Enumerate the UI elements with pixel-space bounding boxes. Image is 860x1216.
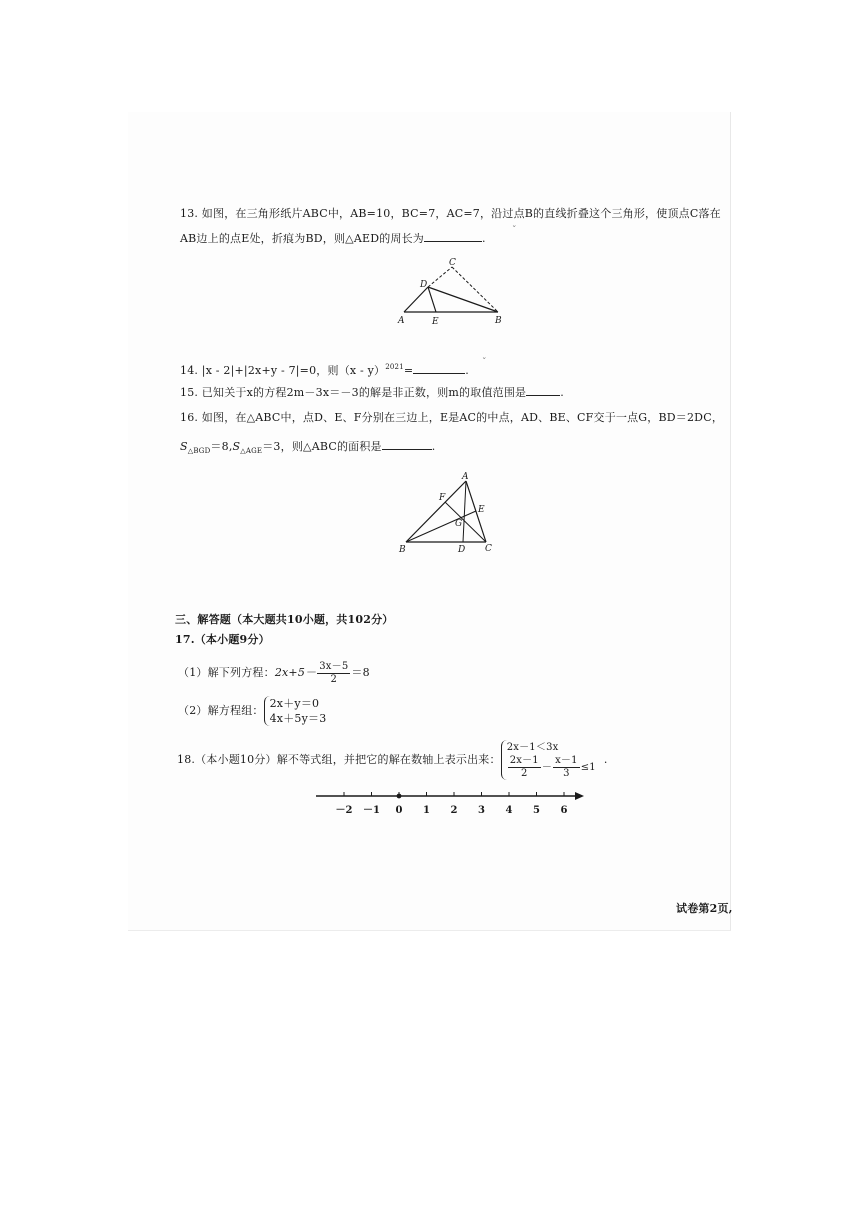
- q16-figure: [394, 468, 504, 558]
- scan-mark: ˇ: [512, 226, 517, 236]
- label-B: B: [495, 316, 502, 326]
- q15-answer-blank: [526, 384, 560, 396]
- section3-title: 三、解答题（本大题共10小题，共102分）: [175, 613, 394, 626]
- label-D: D: [458, 545, 466, 555]
- q14-line: 14. |x - 2|+|2x+y - 7|=0，则（x - y）$^{2021}$= .: [180, 363, 469, 377]
- number-line-tick-label: 5: [533, 805, 540, 816]
- label-A: A: [398, 316, 405, 326]
- number-line-tick-label: 6: [560, 805, 568, 816]
- q17-header: 17.（本小题9分）: [175, 633, 270, 646]
- q14-answer-blank: [413, 362, 465, 374]
- q16-line2: $S_{\triangle BGD}=8,S_{\triangle AGE}=3$，则△ABC的面积是 .: [180, 440, 436, 455]
- number-line-tick-label: 3: [478, 805, 485, 816]
- q16-answer-blank: [382, 438, 432, 450]
- q17-part2: （2）解方程组： 2x＋y＝0 4x＋5y＝3: [178, 697, 327, 725]
- label-A: A: [462, 472, 469, 482]
- label-E: E: [478, 505, 485, 515]
- label-C: C: [449, 258, 456, 268]
- number-line-tick-label: －2: [335, 805, 353, 816]
- q18-inequality-system: 2x－1＜3x $\frac{2x-1}{2}$ － $\frac{x-1}{3}$ ≤1: [501, 740, 596, 780]
- q13-figure: [392, 255, 512, 330]
- label-E: E: [432, 317, 439, 327]
- number-line: [310, 786, 590, 818]
- number-line-tick-label: －1: [363, 805, 380, 816]
- number-line-tick-label: 2: [450, 805, 458, 816]
- q13-answer-blank: [424, 230, 482, 242]
- number-line-tick-label: 1: [423, 805, 430, 816]
- q15-line: 15. 已知关于x的方程2m－3x＝－3的解是非正数，则m的取值范围是 .: [180, 386, 564, 399]
- label-F: F: [439, 493, 446, 503]
- origin-dot: [397, 794, 402, 799]
- number-line-tick-label: 0: [395, 805, 403, 816]
- label-C: C: [485, 544, 492, 554]
- scan-mark: ˇ: [482, 358, 487, 368]
- number-line-tick-label: 4: [505, 805, 513, 816]
- q17-equation-system: 2x＋y＝0 4x＋5y＝3: [264, 696, 327, 726]
- page-number: 试卷第2页,: [676, 902, 733, 915]
- label-D: D: [420, 280, 428, 290]
- q18-line: 18.（本小题10分）解不等式组，并把它的解在数轴上表示出来： 2x－1＜3x $\frac{2x-1}{2}$ － $\frac{x-1}{3}$ ≤1 .: [177, 742, 608, 779]
- label-B: B: [399, 545, 406, 555]
- q17-part1: （1）解下列方程：2x+5－ $\frac{3x-5}{2}$ ＝8: [178, 660, 370, 685]
- q16-line1: 16. 如图，在△ABC中，点D、E、F分别在三边上，E是AC的中点，AD、BE、CF交于一点G，BD＝2DC，: [180, 411, 724, 424]
- label-G: G: [455, 519, 463, 529]
- arrow-right-icon: [575, 792, 584, 800]
- q13-line1: 13. 如图，在三角形纸片ABC中，AB=10，BC=7，AC=7，沿过点B的直线折叠这个三角形，使顶点C落在: [180, 207, 721, 220]
- q13-line2: AB边上的点E处，折痕为BD，则△AED的周长为 .: [180, 232, 486, 245]
- q17-fraction: $\frac{3x-5}{2}$: [319, 660, 349, 685]
